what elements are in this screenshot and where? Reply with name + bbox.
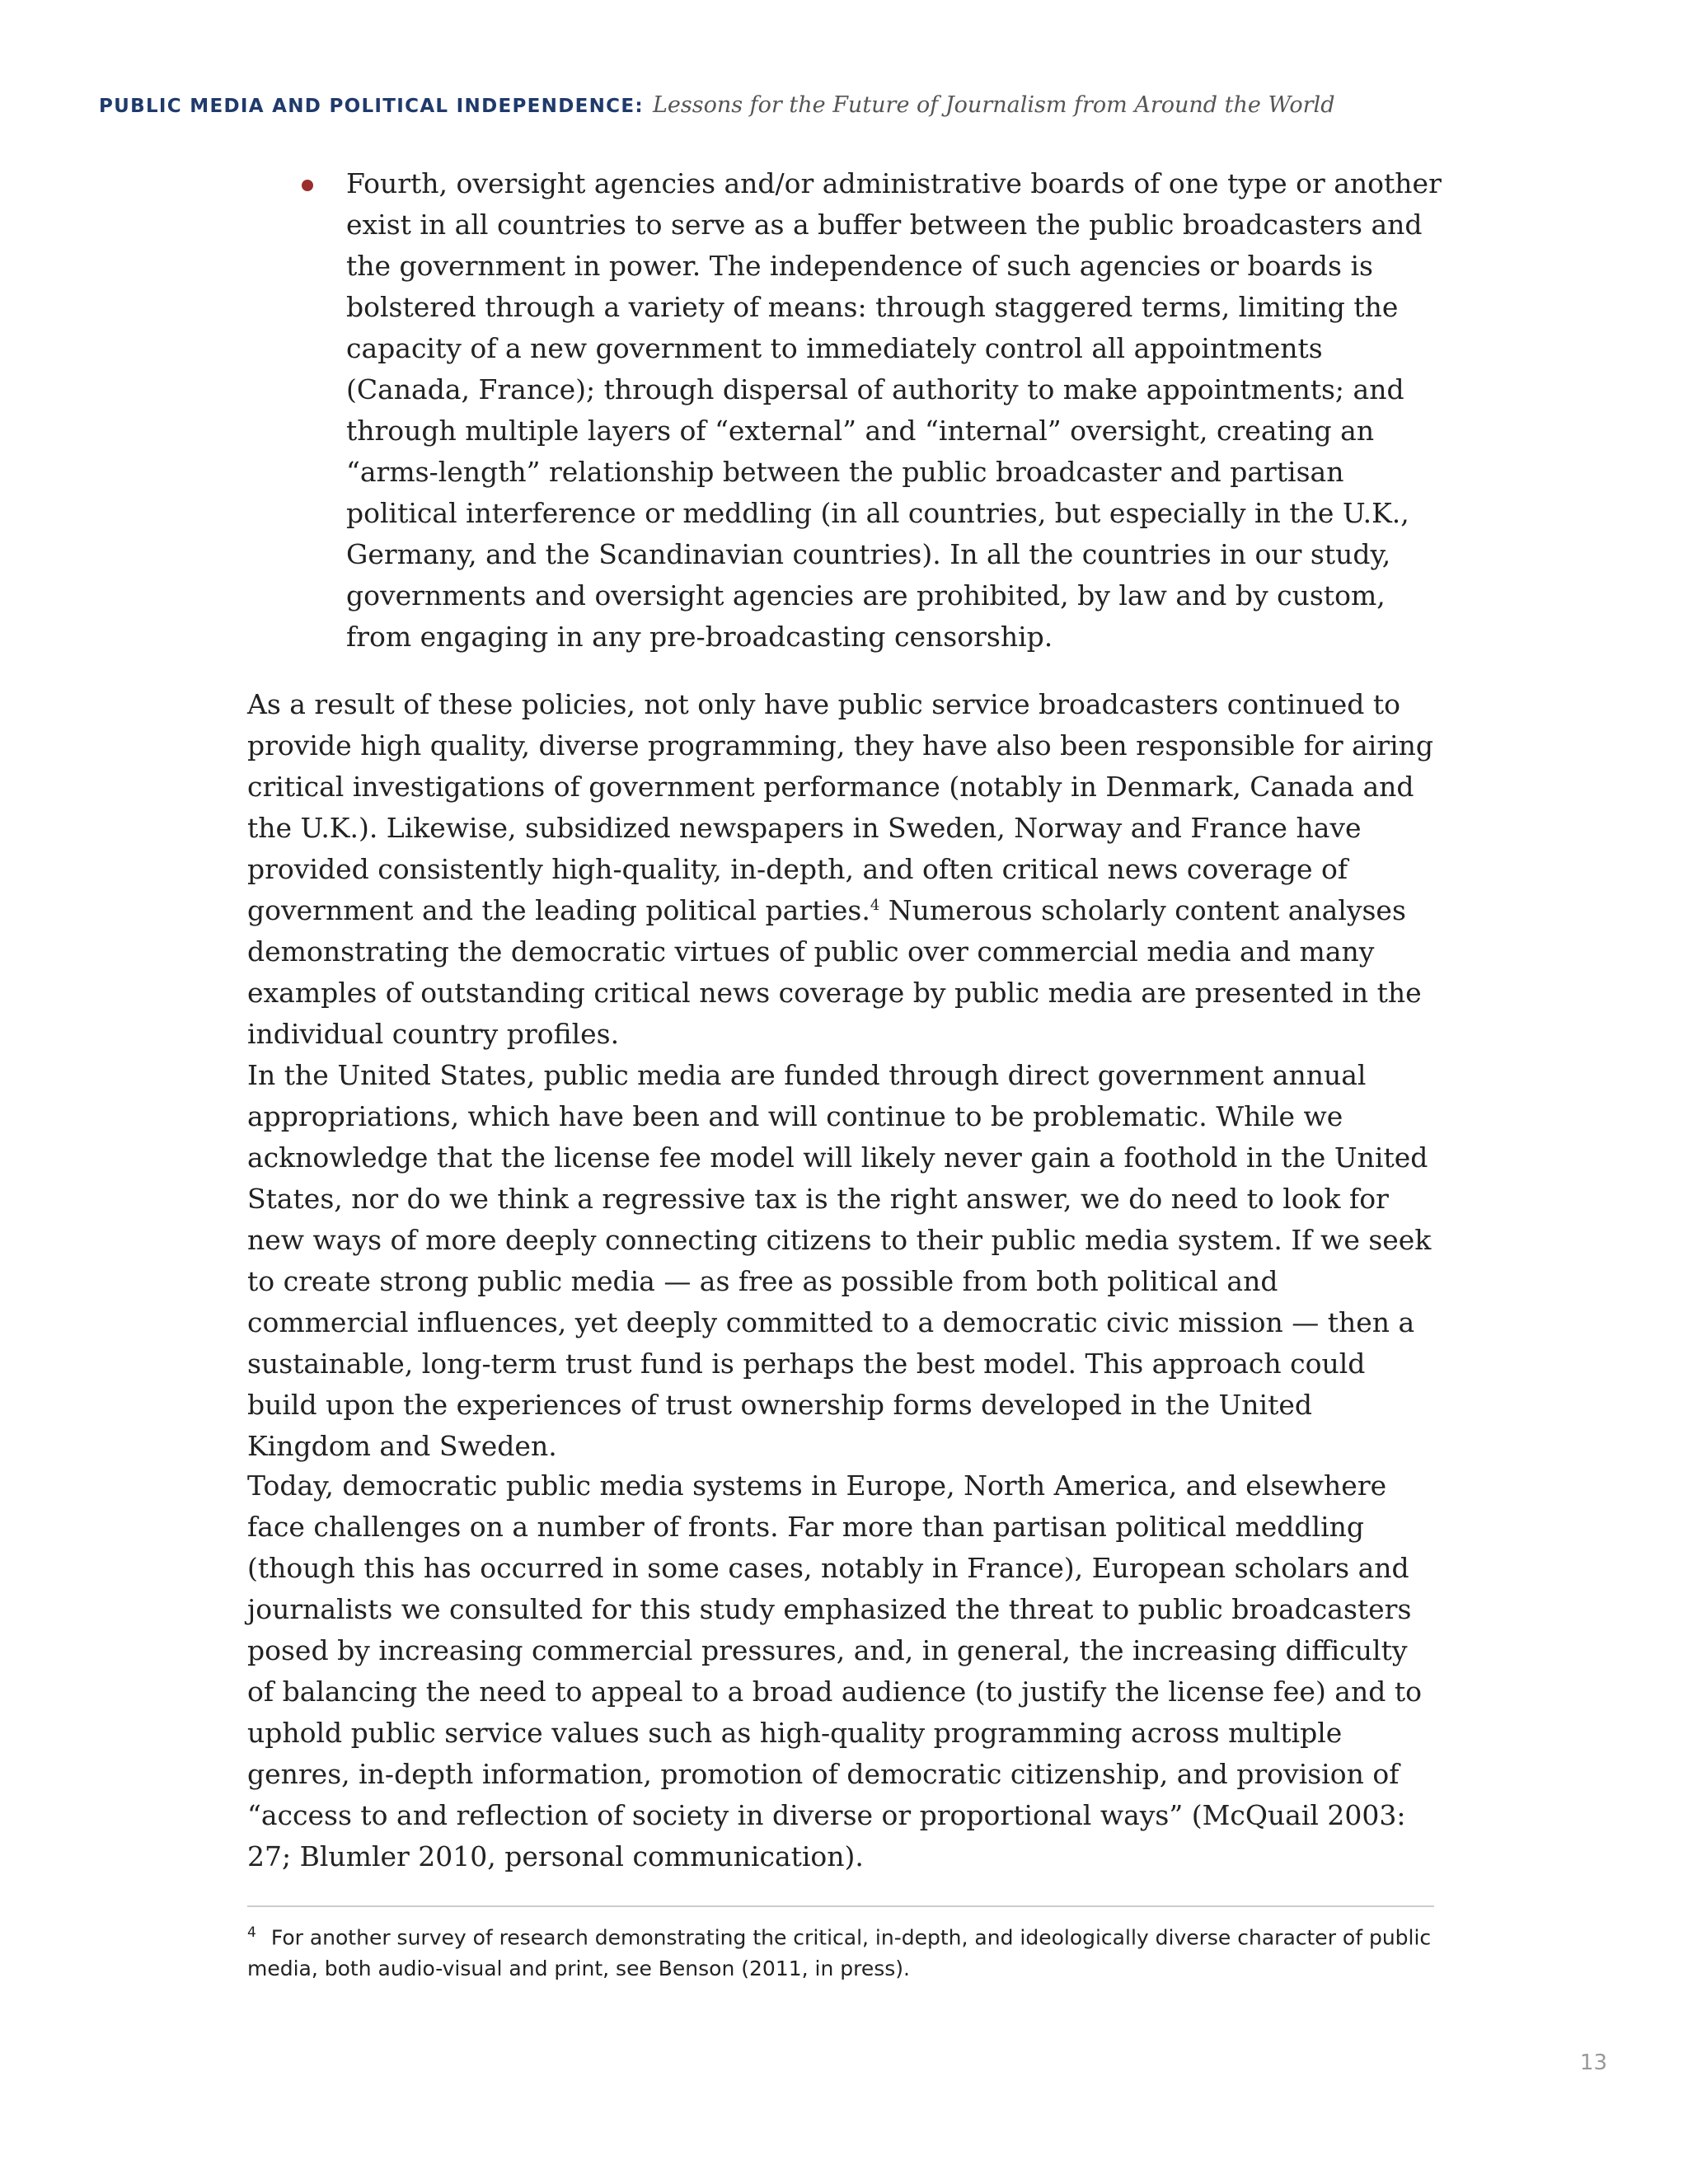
- footnote-text: For another survey of research demonstrating the critical, in-depth, and ideologically diverse character of public media, both audio-visual and print, see Benson (2011, in press).: [247, 1925, 1432, 1981]
- header-title-italic: Lessons for the Future of Journalism from Around the World: [652, 92, 1335, 118]
- paragraph-challenges: Today, democratic public media systems in Europe, North America, and elsewhere face challenges on a number of fronts. Far more than partisan political meddling (though this has occurred in some cases, notably in France), European scholars and journalists we consulted for this study emphasized the threat to public broadcasters posed by increasing commercial pressures, and, in general, the increasing difficulty of balancing the need to appeal to a broad audience (to justify the license fee) and to uphold public service values such as high-quality programming across multiple genres, in-depth information, promotion of democratic citizenship, and provision of “access to and reflection of society in diverse or proportional ways” (McQuail 2003: 27; Blumler 2010, personal communication).: [247, 1469, 1422, 1872]
- footnote-reference[interactable]: 4: [870, 897, 880, 914]
- running-header: [99, 92, 1582, 118]
- paragraph-results-text-2: Numerous scholarly content analyses demonstrating the democratic virtues of public over commercial media and many examples of outstanding critical news coverage by public media are presented in the individual country profiles.: [247, 894, 1422, 1050]
- bullet-icon: [302, 180, 313, 191]
- header-title-bold: PUBLIC MEDIA AND POLITICAL INDEPENDENCE:: [99, 96, 644, 117]
- paragraph-results-text-1: As a result of these policies, not only have public service broadcasters continued to provide high quality, diverse programming, they have also been responsible for airing critical investigations of government performance (notably in Denmark, Canada and the U.K.). Likewise, subsidized newspapers in Sweden, Norway and France have provided consistently high-quality, in-depth, and often critical news coverage of government and the leading political parties.: [247, 688, 1434, 926]
- footnote: [247, 1917, 1442, 1985]
- paragraph-results: [247, 684, 1442, 1055]
- footnote-number: 4: [247, 1924, 256, 1941]
- footnote-divider: [247, 1905, 1434, 1907]
- paragraph-united-states: In the United States, public media are funded through direct government annual appropriations, which have been and will continue to be problematic. While we acknowledge that the license fee model will likely never gain a foothold in the United States, nor do we think a regressive tax is the right answer, we do need to look for new ways of more deeply connecting citizens to their public media system. If we seek to create strong public media — as free as possible from both political and commercial influences, yet deeply committed to a democratic civic mission — then a sustainable, long-term trust fund is perhaps the best model. This approach could build upon the experiences of trust ownership forms developed in the United Kingdom and Sweden.: [247, 1059, 1432, 1462]
- bullet-paragraph: Fourth, oversight agencies and/or administrative boards of one type or another exist in all countries to serve as a buffer between the public broadcasters and the government in power. The independence of such agencies or boards is bolstered through a variety of means: through staggered terms, limiting the capacity of a new government to immediately control all appointments (Canada, France); through dispersal of authority to make appointments; and through multiple layers of “external” and “internal” oversight, creating an “arms-length” relationship between the public broadcaster and partisan political interference or meddling (in all countries, but especially in the U.K., Germany, and the Scandinavian countries). In all the countries in our study, governments and oversight agencies are prohibited, by law and by custom, from engaging in any pre-broadcasting censorship.: [346, 167, 1442, 653]
- page-number: 13: [1579, 2050, 1607, 2075]
